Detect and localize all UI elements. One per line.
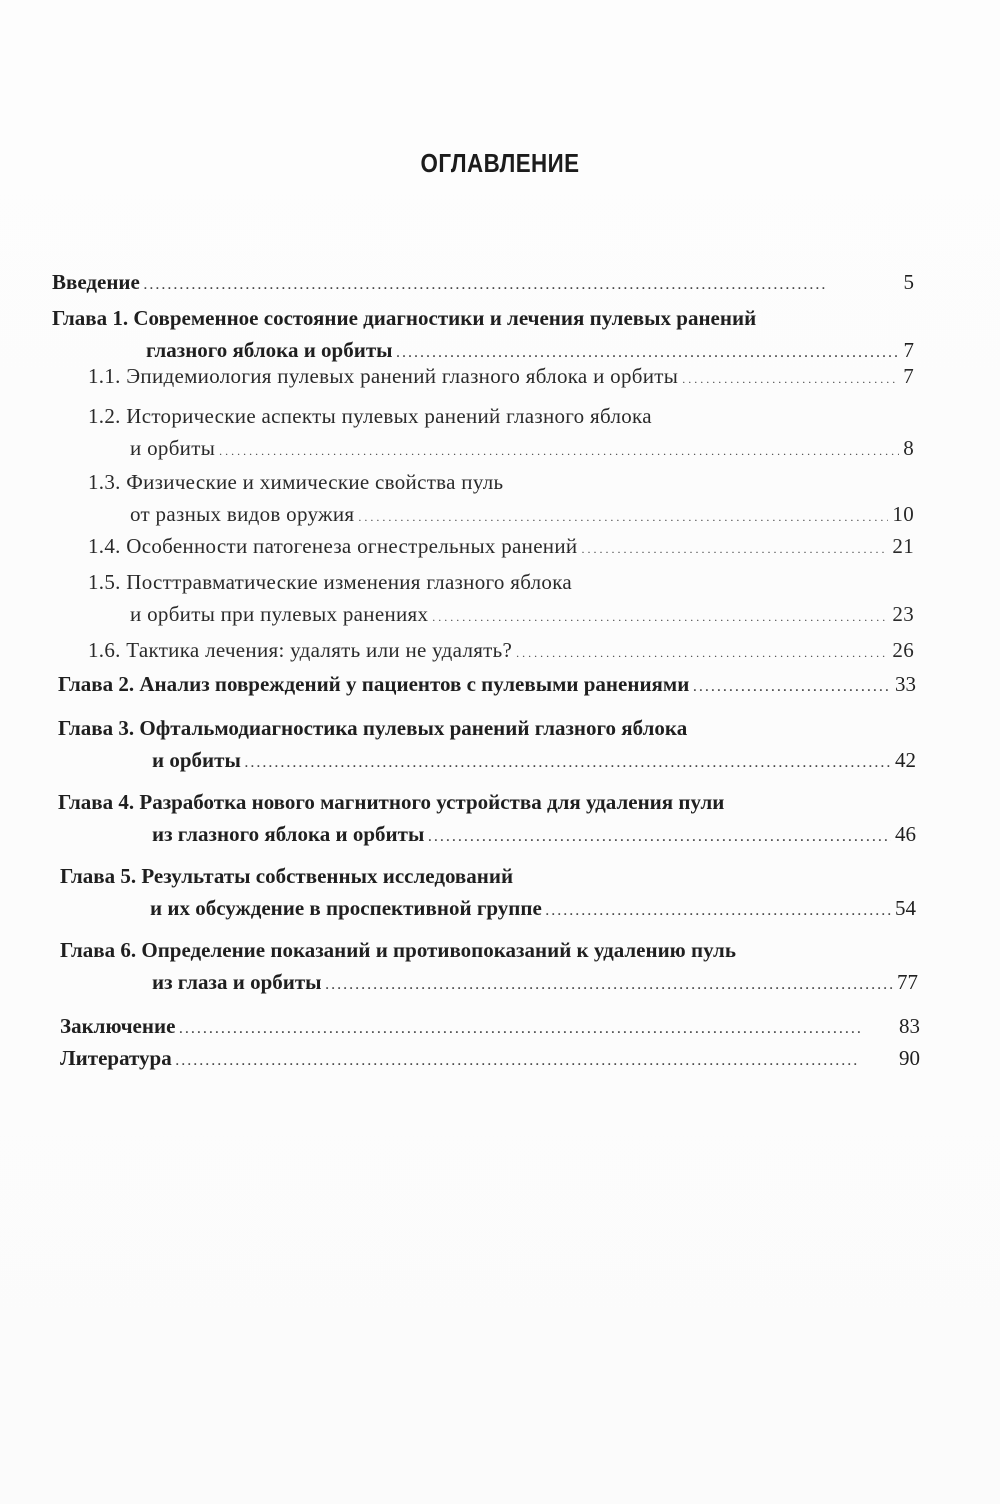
toc-entry-label: 1.4. Особенности патогенеза огнестрельных ранений — [88, 534, 578, 558]
toc-page-number: 23 — [892, 602, 914, 626]
dot-leader — [219, 434, 899, 465]
toc-entry-label: Введение — [52, 270, 140, 294]
toc-page-number: 42 — [895, 748, 916, 772]
toc-entry-label: Глава 2. Анализ повреждений у пациентов с пулевыми ранениями — [58, 672, 690, 696]
toc-entry-label: 1.6. Тактика лечения: удалять или не удалять? — [88, 638, 513, 662]
toc-entry-section-1-1 — [88, 362, 914, 393]
toc-page-number: 21 — [892, 534, 914, 558]
toc-entry-label-line2: и орбиты — [130, 436, 216, 460]
toc-entry-chapter-2 — [58, 670, 916, 701]
toc-page-number: 83 — [899, 1014, 920, 1038]
toc-entry-literature — [60, 1044, 920, 1075]
toc-page-number: 90 — [899, 1046, 920, 1070]
toc-entry-introduction — [52, 268, 914, 299]
toc-entry-label-line2: и орбиты — [152, 748, 241, 772]
toc-entry-section-1-2 — [88, 402, 914, 465]
toc-entry-label-line1: 1.2. Исторические аспекты пулевых ранений глазного яблока — [88, 404, 652, 428]
toc-page-number: 7 — [903, 364, 914, 388]
toc-entry-label-line2: от разных видов оружия — [130, 502, 355, 526]
dot-leader — [546, 894, 891, 925]
toc-page-number: 8 — [903, 436, 914, 460]
toc-entry-chapter-1 — [52, 304, 914, 367]
page-title: ОГЛАВЛЕНИЕ — [420, 148, 580, 178]
toc-entry-section-1-4 — [88, 532, 914, 563]
dot-leader — [682, 362, 899, 393]
toc-entry-label: Литература — [60, 1046, 172, 1070]
dot-leader — [693, 670, 891, 701]
toc-page-number: 5 — [903, 270, 914, 294]
toc-entry-label-line1: Глава 6. Определение показаний и противопоказаний к удалению пуль — [60, 938, 736, 962]
dot-leader — [428, 820, 891, 851]
toc-entry-label-line1: Глава 5. Результаты собственных исследований — [60, 864, 514, 888]
toc-entry-section-1-6 — [88, 636, 914, 667]
dot-leader — [245, 746, 891, 777]
dot-leader — [176, 1044, 895, 1075]
dot-leader — [581, 532, 888, 563]
toc-entry-label-line1: Глава 4. Разработка нового магнитного устройства для удаления пули — [58, 790, 725, 814]
toc-entry-label-line2: и их обсуждение в проспективной группе — [150, 896, 542, 920]
dot-leader — [516, 636, 888, 667]
dot-leader — [358, 500, 888, 531]
dot-leader — [326, 968, 893, 999]
toc-entry-label-line1: Глава 3. Офтальмодиагностика пулевых ранений глазного яблока — [58, 716, 688, 740]
toc-page-number: 10 — [892, 502, 914, 526]
toc-page-number: 33 — [895, 672, 916, 696]
toc-entry-section-1-5 — [88, 568, 914, 631]
toc-entry-label-line2: из глазного яблока и орбиты — [152, 822, 425, 846]
toc-page-number: 46 — [895, 822, 916, 846]
dot-leader — [144, 268, 900, 299]
toc-entry-chapter-4 — [58, 788, 916, 851]
toc-entry-label: 1.1. Эпидемиология пулевых ранений глазного яблока и орбиты — [88, 364, 679, 388]
toc-entry-section-1-3 — [88, 468, 914, 531]
toc-entry-label-line2: глазного яблока и орбиты — [146, 338, 393, 362]
toc-entry-chapter-5 — [60, 862, 916, 925]
toc-entry-chapter-3 — [58, 714, 916, 777]
toc-entry-chapter-6 — [60, 936, 918, 999]
dot-leader — [179, 1012, 895, 1043]
toc-entry-conclusion — [60, 1012, 920, 1043]
toc-page-number: 7 — [903, 338, 914, 362]
dot-leader — [432, 600, 888, 631]
toc-entry-label-line1: 1.3. Физические и химические свойства пуль — [88, 470, 504, 494]
toc-entry-label-line2: и орбиты при пулевых ранениях — [130, 602, 429, 626]
toc-entry-label-line1: Глава 1. Современное состояние диагностики и лечения пулевых ранений — [52, 306, 757, 330]
toc-entry-label-line1: 1.5. Посттравматические изменения глазного яблока — [88, 570, 573, 594]
toc-entry-label-line2: из глаза и орбиты — [152, 970, 322, 994]
toc-entry-label: Заключение — [60, 1014, 176, 1038]
toc-page-number: 54 — [895, 896, 916, 920]
toc-page-number: 77 — [897, 970, 918, 994]
toc-page-number: 26 — [892, 638, 914, 662]
